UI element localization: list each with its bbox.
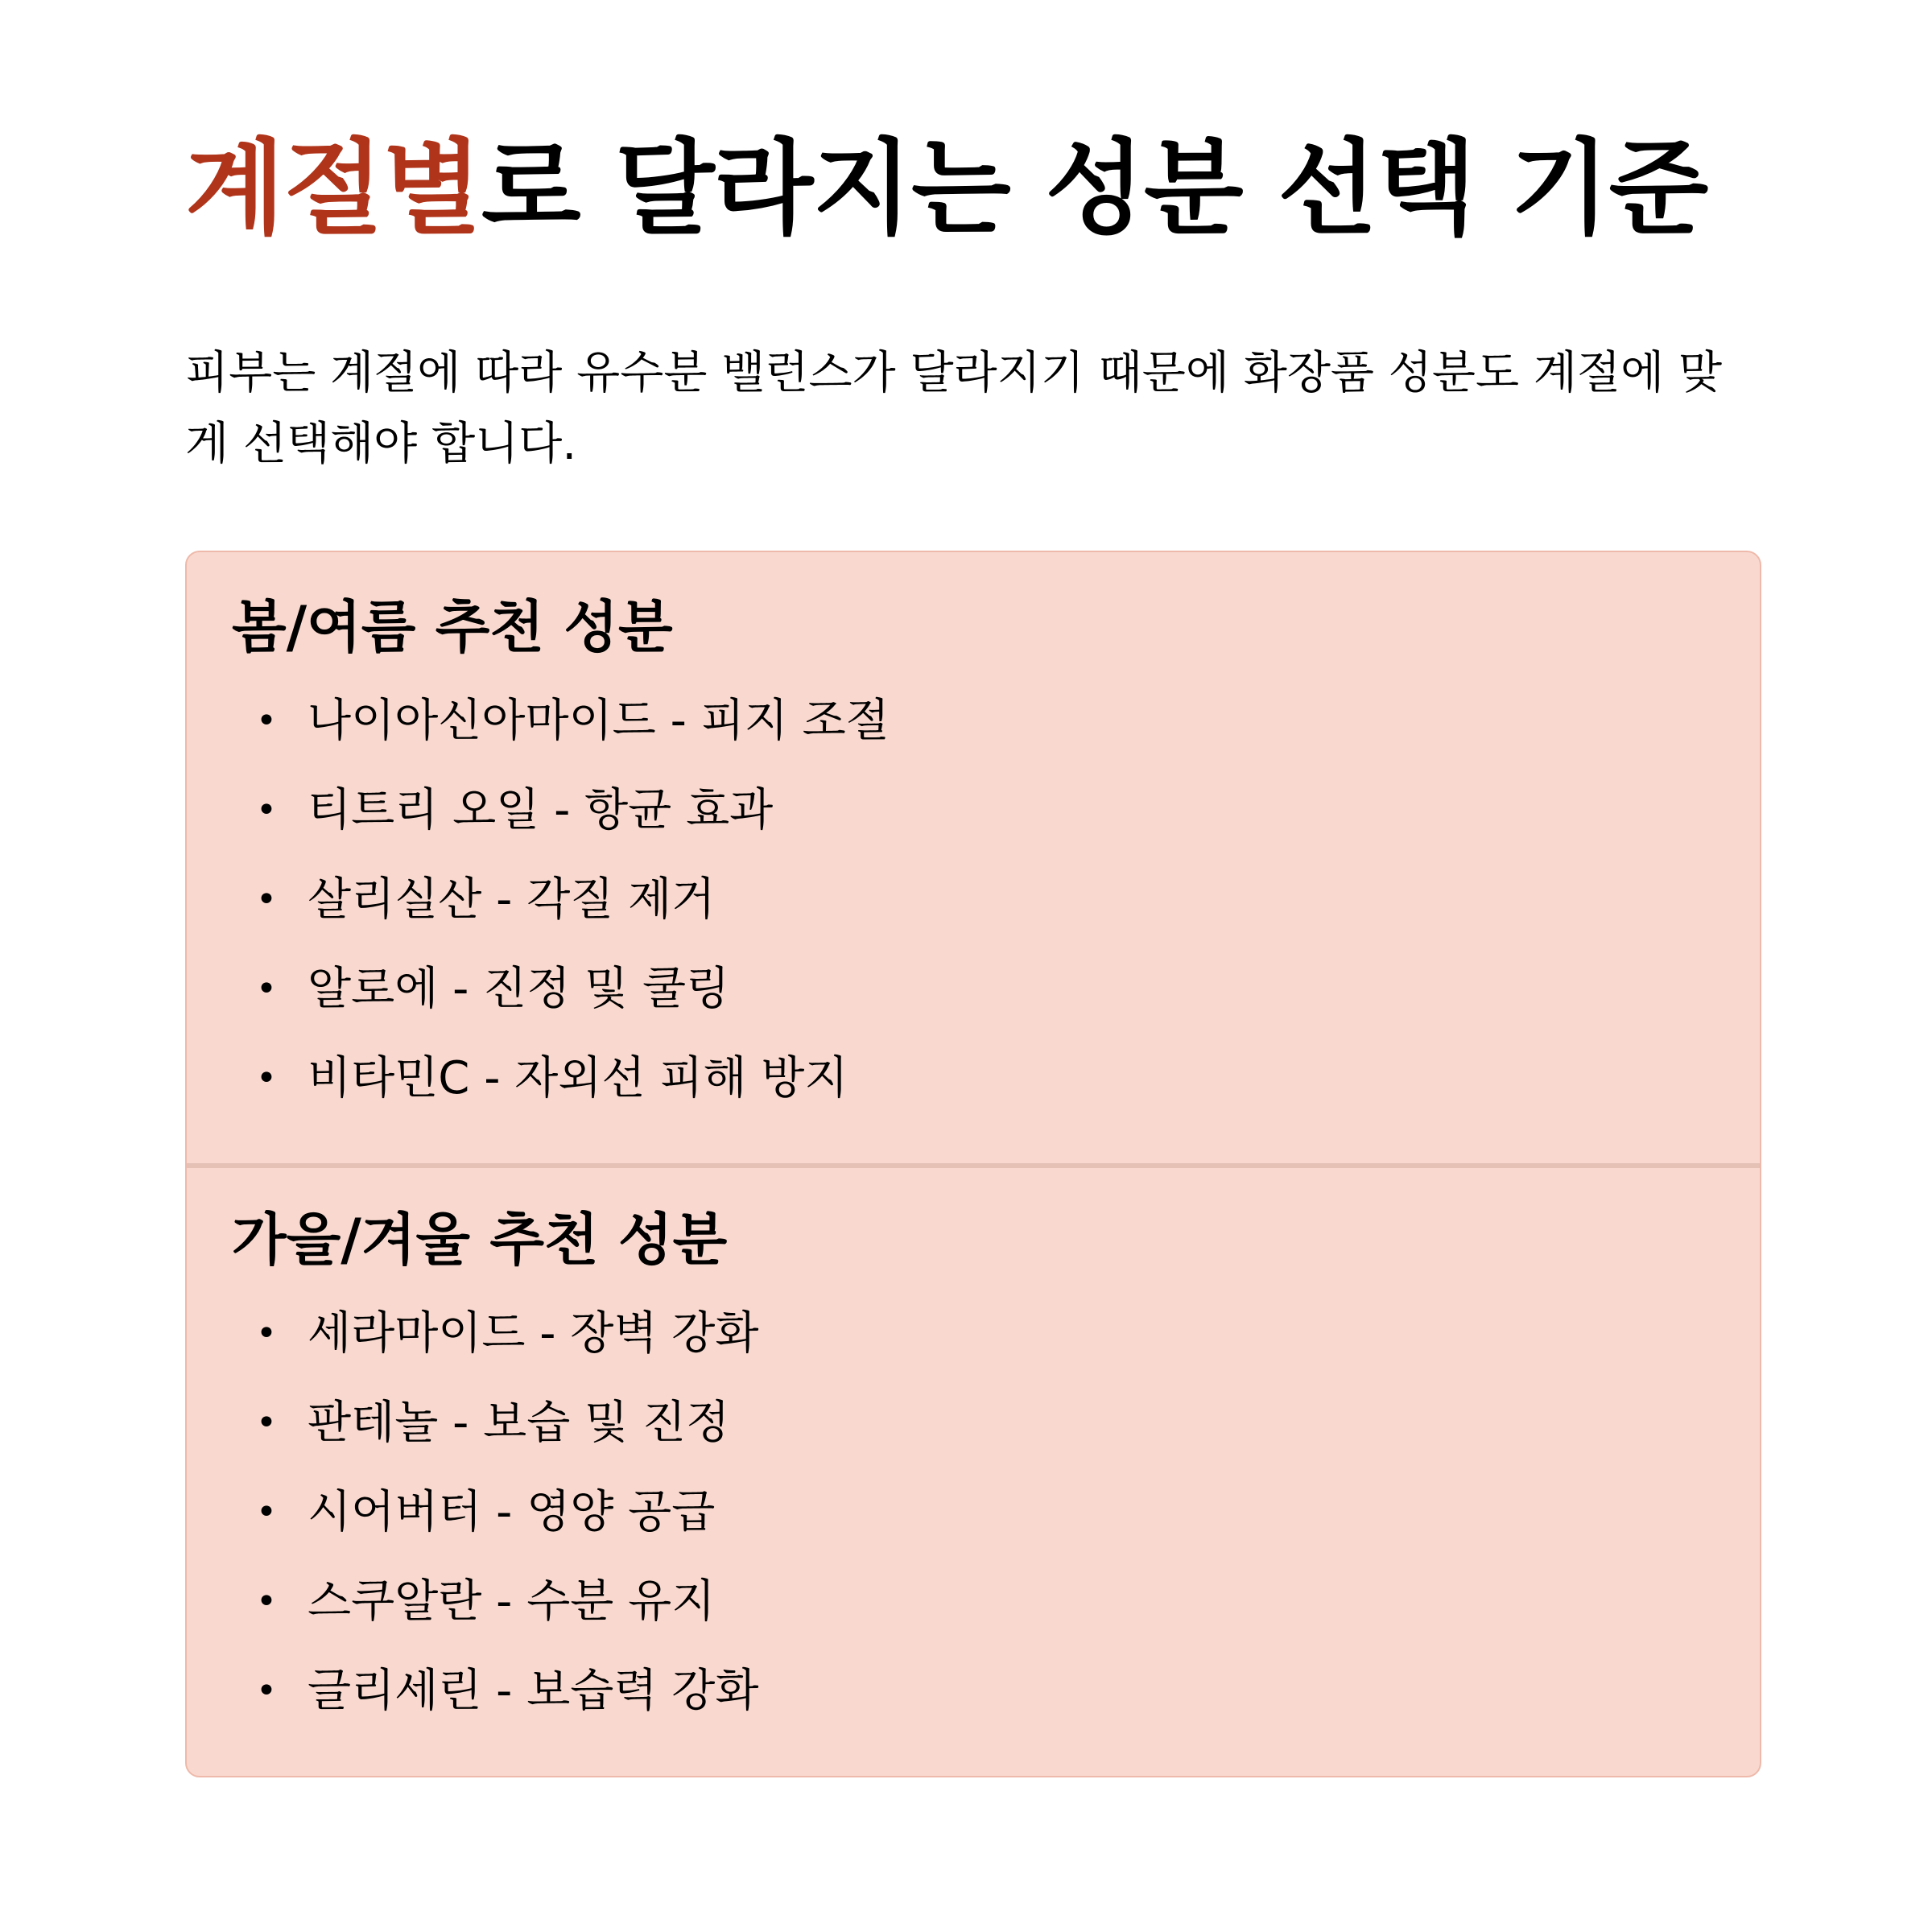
- bullet-icon: •: [256, 1313, 277, 1354]
- ingredient-card: [185, 551, 1761, 1777]
- bullet-icon: •: [256, 1581, 277, 1622]
- list-item-text: 비타민C - 자외선 피해 방지: [308, 1052, 848, 1104]
- section-heading: 가을/겨울 추천 성분: [232, 1207, 728, 1273]
- page-title: [185, 129, 1763, 250]
- list-item-text: 판테놀 - 보습 및 진정: [308, 1397, 730, 1449]
- list-item-text: 알로에 - 진정 및 쿨링: [308, 963, 730, 1015]
- list-item-text: 살리실산 - 각질 제거: [308, 873, 716, 926]
- bullet-icon: •: [256, 700, 277, 741]
- section-heading: 봄/여름 추천 성분: [232, 594, 673, 660]
- list-item: [232, 1034, 1760, 1123]
- list-item: [232, 1468, 1760, 1557]
- title-rest: 로 달라지는 성분 선택 기준: [481, 129, 1708, 249]
- bullet-icon: •: [256, 1670, 277, 1711]
- section-fall-winter: [187, 1163, 1760, 1776]
- bullet-icon: •: [256, 1402, 277, 1443]
- intro-paragraph: 피부는 계절에 따라 유수분 밸런스가 달라지기 때문에 화장품 성분도 계절에 맞게 선택해야 합니다.: [185, 347, 1723, 470]
- list-item-text: 시어버터 - 영양 공급: [308, 1486, 716, 1538]
- list-item: [232, 855, 1760, 944]
- title-accent: 계절별: [185, 129, 481, 249]
- list-item-text: 세라마이드 - 장벽 강화: [308, 1307, 759, 1360]
- bullet-icon: •: [256, 790, 277, 831]
- list-item-text: 티트리 오일 - 항균 효과: [308, 784, 774, 836]
- list-item: [232, 1557, 1760, 1646]
- section-spring-summer: [187, 552, 1760, 1163]
- list-item-text: 스쿠알란 - 수분 유지: [308, 1575, 716, 1628]
- list-item-text: 나이아신아마이드 - 피지 조절: [308, 695, 890, 747]
- bullet-icon: •: [256, 879, 277, 920]
- bullet-icon: •: [256, 1058, 277, 1099]
- list-item: [232, 676, 1760, 766]
- list-item: [232, 944, 1760, 1034]
- list-item-text: 글리세린 - 보습력 강화: [308, 1665, 759, 1717]
- article: [185, 129, 1763, 1777]
- list-item: [232, 1378, 1760, 1468]
- bullet-icon: •: [256, 1492, 277, 1533]
- list-item: [232, 1289, 1760, 1378]
- bullet-icon: •: [256, 968, 277, 1009]
- list-item: [232, 766, 1760, 855]
- ingredient-list: [232, 676, 1760, 1123]
- list-item: [232, 1646, 1760, 1736]
- ingredient-list: [232, 1289, 1760, 1736]
